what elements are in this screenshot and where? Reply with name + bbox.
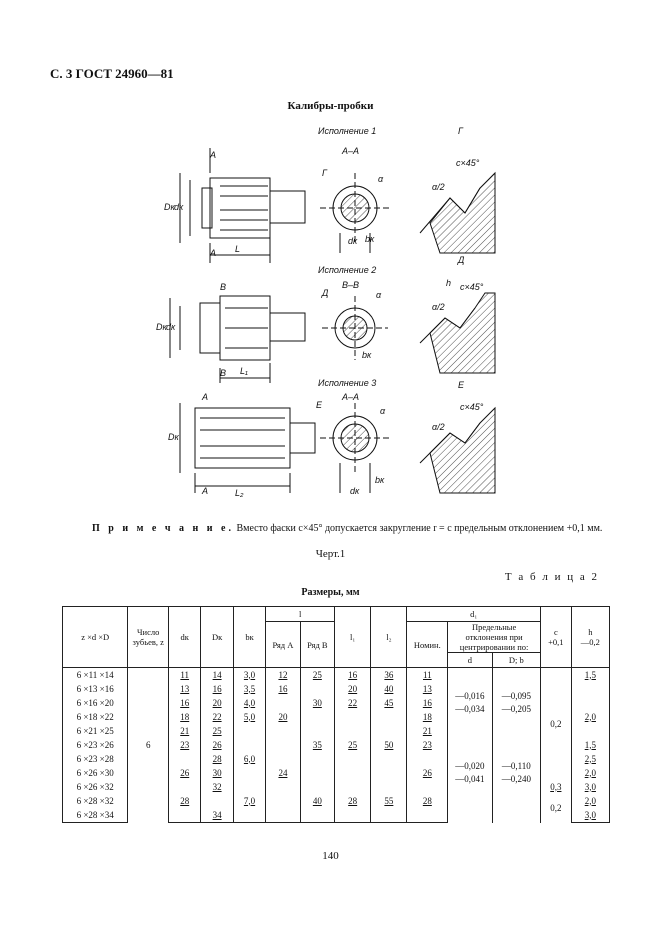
col-dk: dк [169, 607, 201, 668]
cell-dk: 28 [169, 794, 201, 808]
cell-size: 6 ×23 ×28 [63, 752, 128, 766]
col-teeth: Число зубьев, z [128, 607, 169, 668]
cell-dev-Db [492, 668, 540, 683]
cell-bk [233, 780, 265, 794]
v2-dk-label: dк [166, 322, 176, 332]
cell-dk: 11 [169, 668, 201, 683]
cell-row-a: 20 [266, 710, 300, 724]
cell-teeth: 6 [128, 668, 169, 823]
cell-h [571, 724, 609, 738]
cell-c: 0,2 [541, 668, 572, 781]
cell-size: 6 ×26 ×32 [63, 780, 128, 794]
v1-detail-label: Г [458, 126, 463, 136]
cell-row-a [266, 738, 300, 752]
v1-label: Исполнение 1 [318, 126, 377, 136]
cell-size: 6 ×18 ×22 [63, 710, 128, 724]
cell-size: 6 ×26 ×30 [63, 766, 128, 780]
cell-bk [233, 738, 265, 752]
v3-dk-label: dк [350, 486, 360, 496]
v3-length-label: L₂ [235, 488, 244, 498]
cell-h: 2,0 [571, 794, 609, 808]
cell-Dk: 22 [201, 710, 233, 724]
cell-l1: 28 [335, 794, 371, 808]
cell-l1 [335, 808, 371, 823]
cell-dev-d: —0,016 —0,034 [448, 682, 492, 724]
col-c: c +0,1 [541, 607, 572, 668]
v1-section-label: А–А [342, 146, 360, 156]
v1-mark-top: А [210, 150, 217, 160]
col-row-b: Ряд В [300, 622, 334, 668]
cell-bk: 3,0 [233, 668, 265, 683]
v3-bk-label: bк [375, 475, 385, 485]
v3-label: Исполнение 3 [318, 378, 377, 388]
cell-l2 [371, 710, 407, 724]
cell-dev-Db: —0,095 —0,205 [492, 682, 540, 724]
cell-dk: 13 [169, 682, 201, 696]
cell-Dk: 25 [201, 724, 233, 738]
cell-size: 6 ×21 ×25 [63, 724, 128, 738]
cell-size: 6 ×28 ×34 [63, 808, 128, 823]
page-header: С. 3 ГОСТ 24960—81 [50, 66, 174, 81]
cell-bk [233, 766, 265, 780]
cell-h: 2,0 [571, 710, 609, 724]
v3-chamfer: с×45° [460, 402, 484, 412]
cell-row-b: 25 [300, 668, 334, 683]
cell-l1 [335, 780, 371, 794]
cell-row-a [266, 794, 300, 808]
cell-l1: 16 [335, 668, 371, 683]
cell-Dk: 16 [201, 682, 233, 696]
v3-alpha-label: α [380, 406, 386, 416]
v2-detail-label: Д [458, 255, 465, 265]
v1-dk-label: dк [174, 202, 184, 212]
cell-d1-nom: 21 [407, 724, 448, 738]
v2-plug-drawing [170, 296, 305, 383]
v3-detail-drawing [420, 408, 495, 493]
cell-Dk: 32 [201, 780, 233, 794]
cell-h: 1,5 [571, 668, 609, 683]
cell-l2 [371, 808, 407, 823]
cell-bk: 5,0 [233, 710, 265, 724]
cell-dk: 21 [169, 724, 201, 738]
v2-length-label: L₁ [240, 366, 248, 376]
cell-d1-nom [407, 780, 448, 794]
col-deviation: Предельные отклонения при центрировании по: [448, 622, 541, 653]
cell-l2 [371, 780, 407, 794]
cell-size: 6 ×16 ×20 [63, 696, 128, 710]
cell-dev-Db: —0,110 —0,240 [492, 724, 540, 823]
cell-row-a: 12 [266, 668, 300, 683]
cell-dk [169, 752, 201, 766]
v1-half-alpha: α/2 [432, 182, 445, 192]
v2-alpha-label: α [376, 290, 382, 300]
v1-alpha-label: α [378, 174, 384, 184]
cell-l2: 50 [371, 738, 407, 752]
cell-l1 [335, 766, 371, 780]
cell-dk [169, 780, 201, 794]
cell-row-a [266, 696, 300, 710]
cell-l1 [335, 710, 371, 724]
cell-size: 6 ×11 ×14 [63, 668, 128, 683]
table-row [63, 668, 610, 683]
cell-d1-nom: 16 [407, 696, 448, 710]
cell-dk: 23 [169, 738, 201, 752]
v2-mark-bottom: В [220, 368, 227, 378]
cell-bk [233, 808, 265, 823]
cell-bk [233, 724, 265, 738]
cell-l2: 55 [371, 794, 407, 808]
cell-c: 0,3 [541, 780, 572, 794]
cell-l1: 22 [335, 696, 371, 710]
col-Dk: Dк [201, 607, 233, 668]
v3-half-alpha: α/2 [432, 422, 445, 432]
cell-dk: 18 [169, 710, 201, 724]
cell-bk: 3,5 [233, 682, 265, 696]
note-lead: П р и м е ч а н и е. [92, 523, 234, 534]
cell-bk: 6,0 [233, 752, 265, 766]
v2-h-label: h [446, 278, 452, 288]
v2-bk-label: bк [362, 350, 372, 360]
cell-Dk: 20 [201, 696, 233, 710]
cell-h: 2,5 [571, 752, 609, 766]
v1-plug-drawing [180, 148, 305, 263]
cell-Dk: 26 [201, 738, 233, 752]
cell-row-b [300, 682, 334, 696]
cell-Dk: 28 [201, 752, 233, 766]
v3-Dk-label: Dк [168, 432, 179, 442]
note-text: Вместо фаски с×45° допускается закругление r = c предельным отклонением +0,1 мм. [233, 523, 603, 534]
cell-h: 3,0 [571, 808, 609, 823]
cell-d1-nom: 18 [407, 710, 448, 724]
cell-c: 0,2 [541, 794, 572, 823]
v2-Dk-label: Dк [156, 322, 167, 332]
cell-l2: 36 [371, 668, 407, 683]
cell-l1 [335, 724, 371, 738]
col-l1: l₁ [335, 607, 371, 668]
cell-row-a: 24 [266, 766, 300, 780]
cell-Dk [201, 794, 233, 808]
cell-dk: 26 [169, 766, 201, 780]
v1-length-label: L [235, 244, 241, 254]
cell-row-a: 16 [266, 682, 300, 696]
cell-h [571, 682, 609, 696]
note [92, 523, 602, 534]
v2-chamfer: с×45° [460, 282, 484, 292]
cell-row-a [266, 808, 300, 823]
cell-h: 3,0 [571, 780, 609, 794]
v3-detail-mark: Е [316, 400, 323, 410]
cell-size: 6 ×23 ×26 [63, 738, 128, 752]
col-d1: d₁ [407, 607, 541, 622]
cell-d1-nom: 11 [407, 668, 448, 683]
cell-d1-nom: 13 [407, 682, 448, 696]
cell-bk: 7,0 [233, 794, 265, 808]
v3-mark-top: А [202, 392, 209, 402]
cell-row-b [300, 808, 334, 823]
figure-caption: Черт.1 [315, 548, 346, 560]
cell-l2 [371, 766, 407, 780]
cell-d1-nom [407, 752, 448, 766]
cell-row-b [300, 710, 334, 724]
cell-l2: 45 [371, 696, 407, 710]
col-l: l [266, 607, 335, 622]
v1-dk-section-label: dк [348, 236, 358, 246]
cell-l2 [371, 724, 407, 738]
cell-size: 6 ×28 ×32 [63, 794, 128, 808]
cell-row-b: 30 [300, 696, 334, 710]
v2-detail-mark: Д [322, 288, 329, 298]
v3-mark-bottom: А [202, 486, 209, 496]
cell-dev-d: —0,020 —0,041 [448, 724, 492, 823]
col-h: h —0,2 [571, 607, 609, 668]
cell-row-b [300, 780, 334, 794]
table-units: Размеры, мм [301, 587, 360, 598]
page-number: 140 [322, 850, 339, 862]
cell-row-a [266, 724, 300, 738]
cell-d1-nom [407, 808, 448, 823]
cell-h: 1,5 [571, 738, 609, 752]
col-nom: Номин. [407, 622, 448, 668]
v1-chamfer: с×45° [456, 158, 480, 168]
cell-h: 2,0 [571, 766, 609, 780]
v1-bk-label: bк [365, 234, 375, 244]
v2-mark-top: В [220, 282, 227, 292]
col-dev-d: d [448, 653, 492, 668]
cell-row-a [266, 780, 300, 794]
figure-title: Калибры-пробки [287, 100, 374, 112]
cell-Dk: 34 [201, 808, 233, 823]
table-caption: Т а б л и ц а 2 [504, 571, 599, 583]
cell-row-b: 35 [300, 738, 334, 752]
cell-Dk: 14 [201, 668, 233, 683]
cell-dk: 16 [169, 696, 201, 710]
v1-Dk-label: Dк [164, 202, 175, 212]
cell-d1-nom: 26 [407, 766, 448, 780]
v2-section-drawing [322, 296, 388, 360]
col-row-a: Ряд А [266, 622, 300, 668]
cell-d1-nom: 23 [407, 738, 448, 752]
cell-h [571, 696, 609, 710]
cell-l1 [335, 752, 371, 766]
cell-d1-nom: 28 [407, 794, 448, 808]
cell-l2 [371, 752, 407, 766]
cell-size: 6 ×13 ×16 [63, 682, 128, 696]
col-l2: l₂ [371, 607, 407, 668]
v2-label: Исполнение 2 [318, 265, 377, 275]
cell-row-a [266, 752, 300, 766]
cell-row-b [300, 724, 334, 738]
cell-l1: 25 [335, 738, 371, 752]
v3-plug-drawing [180, 403, 315, 493]
v1-detail-mark: Г [322, 168, 327, 178]
cell-row-b: 40 [300, 794, 334, 808]
cell-l2: 40 [371, 682, 407, 696]
dimensions-table [62, 606, 610, 823]
cell-row-b [300, 766, 334, 780]
col-dev-Db: D; b [492, 653, 540, 668]
v2-half-alpha: α/2 [432, 302, 445, 312]
cell-bk: 4,0 [233, 696, 265, 710]
col-bk: bк [233, 607, 265, 668]
v2-section-label: В–В [342, 280, 360, 290]
cell-dev-d [448, 668, 492, 683]
v3-section-label: А–А [342, 392, 360, 402]
col-size: z ×d ×D [63, 607, 128, 668]
cell-l1: 20 [335, 682, 371, 696]
cell-Dk: 30 [201, 766, 233, 780]
v3-detail-label: Е [458, 380, 465, 390]
gauge-drawings [140, 118, 530, 508]
cell-dk [169, 808, 201, 823]
cell-row-b [300, 752, 334, 766]
v1-mark-bottom: А [210, 248, 217, 258]
